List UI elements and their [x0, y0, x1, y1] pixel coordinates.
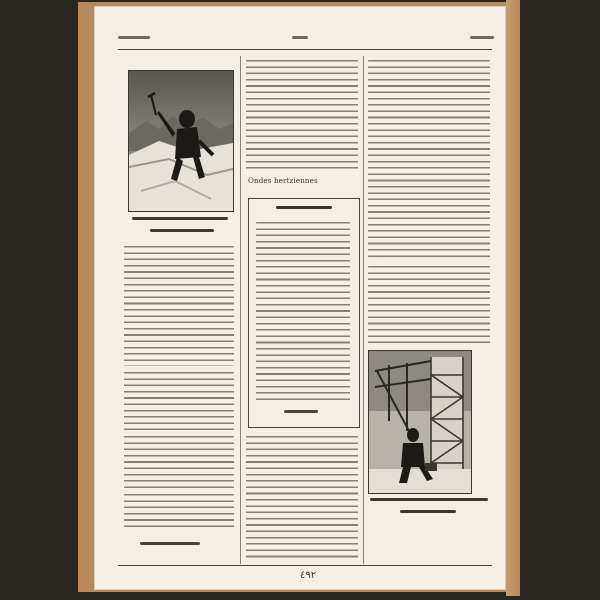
header-page-number [292, 36, 308, 39]
left-column-paragraph-4 [124, 494, 234, 530]
left-column-paragraph-1 [124, 246, 234, 366]
header-right-text [470, 36, 494, 39]
left-column-paragraph-3 [124, 436, 234, 488]
right-column-paragraph-1 [368, 60, 490, 260]
middle-column-paragraph-1 [246, 60, 358, 172]
page-number: ٤٩٢ [300, 570, 317, 581]
photo-climber [128, 70, 234, 212]
right-column-paragraph-2 [368, 266, 490, 348]
photo-scaffold-caption-line-1 [370, 498, 488, 501]
photo-climber-caption-line-1 [132, 217, 228, 220]
photo-scaffold-caption-line-2 [400, 510, 456, 513]
left-column-paragraph-2 [124, 372, 234, 430]
left-column-signature [140, 542, 200, 545]
header-rule [118, 49, 492, 50]
middle-column-paragraph-2 [246, 436, 358, 562]
poem-title [276, 206, 332, 209]
cardboard-edge [506, 0, 520, 596]
header-left-text [118, 36, 150, 39]
footer-rule [118, 565, 492, 566]
poem-signature [284, 410, 318, 413]
latin-term: Ondes hertziennes [248, 176, 318, 185]
photo-climber-caption-line-2 [150, 229, 214, 232]
poem-text [256, 222, 350, 402]
column-rule-right [363, 56, 364, 564]
photo-scaffold [368, 350, 472, 494]
column-rule-left [240, 56, 241, 564]
